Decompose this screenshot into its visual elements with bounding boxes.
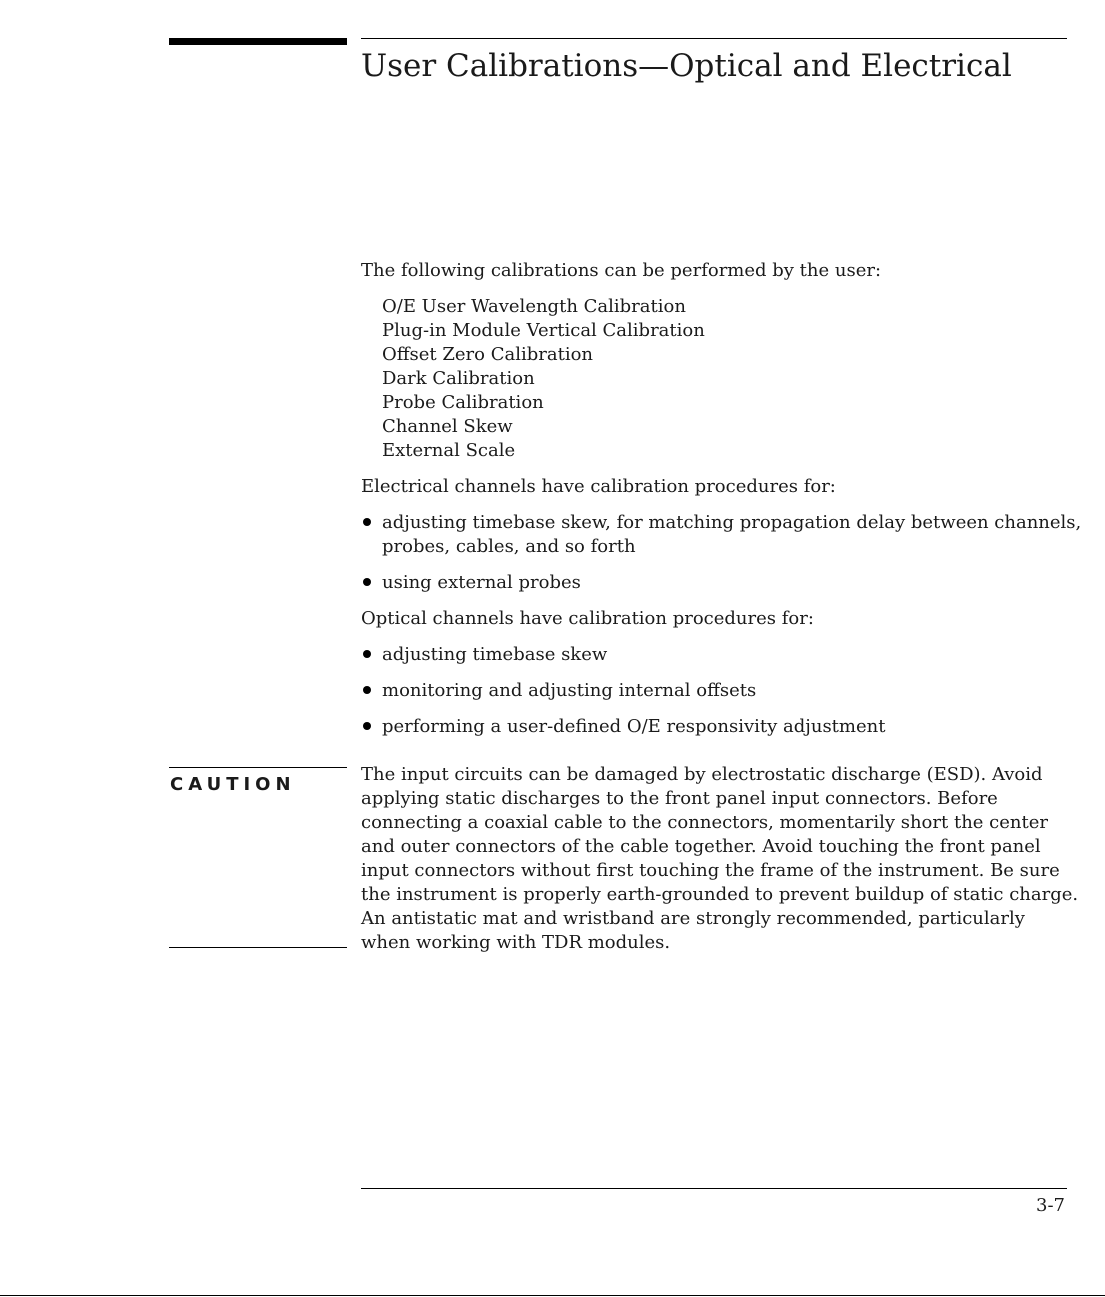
calibration-item: Channel Skew bbox=[382, 416, 513, 437]
page-bottom-edge bbox=[0, 1295, 1105, 1296]
optical-heading: Optical channels have calibration procedures for: bbox=[361, 608, 814, 629]
caution-line: the instrument is properly earth-grounded to prevent buildup of static charge. bbox=[361, 884, 1079, 905]
electrical-bullet-text: adjusting timebase skew, for matching propagation delay between channels, bbox=[382, 512, 1082, 533]
calibration-item: Plug-in Module Vertical Calibration bbox=[382, 320, 705, 341]
caution-text bbox=[361, 763, 1081, 955]
electrical-bullet-text-continued: probes, cables, and so forth bbox=[382, 536, 636, 557]
calibration-item: External Scale bbox=[382, 440, 516, 461]
electrical-bullet-text: using external probes bbox=[382, 572, 581, 593]
caution-line: connecting a coaxial cable to the connectors, momentarily short the center bbox=[361, 812, 1048, 833]
section-marker-bar bbox=[169, 38, 347, 45]
page-number: 3-7 bbox=[1036, 1195, 1065, 1216]
caution-top-rule bbox=[169, 767, 347, 768]
caution-line: The input circuits can be damaged by electrostatic discharge (ESD). Avoid bbox=[361, 764, 1043, 785]
caution-label: CAUTION bbox=[170, 774, 296, 795]
intro-text: The following calibrations can be performed by the user: bbox=[361, 260, 882, 281]
calibration-item: Offset Zero Calibration bbox=[382, 344, 594, 365]
bullet-icon bbox=[363, 518, 371, 526]
optical-bullet-text: performing a user-defined O/E responsivity adjustment bbox=[382, 716, 886, 737]
title-rule bbox=[361, 38, 1067, 39]
caution-line: An antistatic mat and wristband are strongly recommended, particularly bbox=[361, 908, 1025, 929]
optical-bullet-text: monitoring and adjusting internal offsets bbox=[382, 680, 757, 701]
caution-line: applying static discharges to the front panel input connectors. Before bbox=[361, 788, 998, 809]
calibration-item: Dark Calibration bbox=[382, 368, 535, 389]
calibration-item: O/E User Wavelength Calibration bbox=[382, 296, 686, 317]
bullet-icon bbox=[363, 686, 371, 694]
calibration-item: Probe Calibration bbox=[382, 392, 544, 413]
caution-line: when working with TDR modules. bbox=[361, 932, 671, 953]
bullet-icon bbox=[363, 650, 371, 658]
optical-bullet-text: adjusting timebase skew bbox=[382, 644, 608, 665]
footer-rule bbox=[361, 1188, 1067, 1189]
electrical-heading: Electrical channels have calibration procedures for: bbox=[361, 476, 836, 497]
caution-line: and outer connectors of the cable together. Avoid touching the front panel bbox=[361, 836, 1041, 857]
bullet-icon bbox=[363, 722, 371, 730]
page-title: User Calibrations—Optical and Electrical bbox=[361, 48, 1012, 84]
bullet-icon bbox=[363, 578, 371, 586]
caution-bottom-rule bbox=[169, 947, 347, 948]
caution-line: input connectors without first touching the frame of the instrument. Be sure bbox=[361, 860, 1060, 881]
